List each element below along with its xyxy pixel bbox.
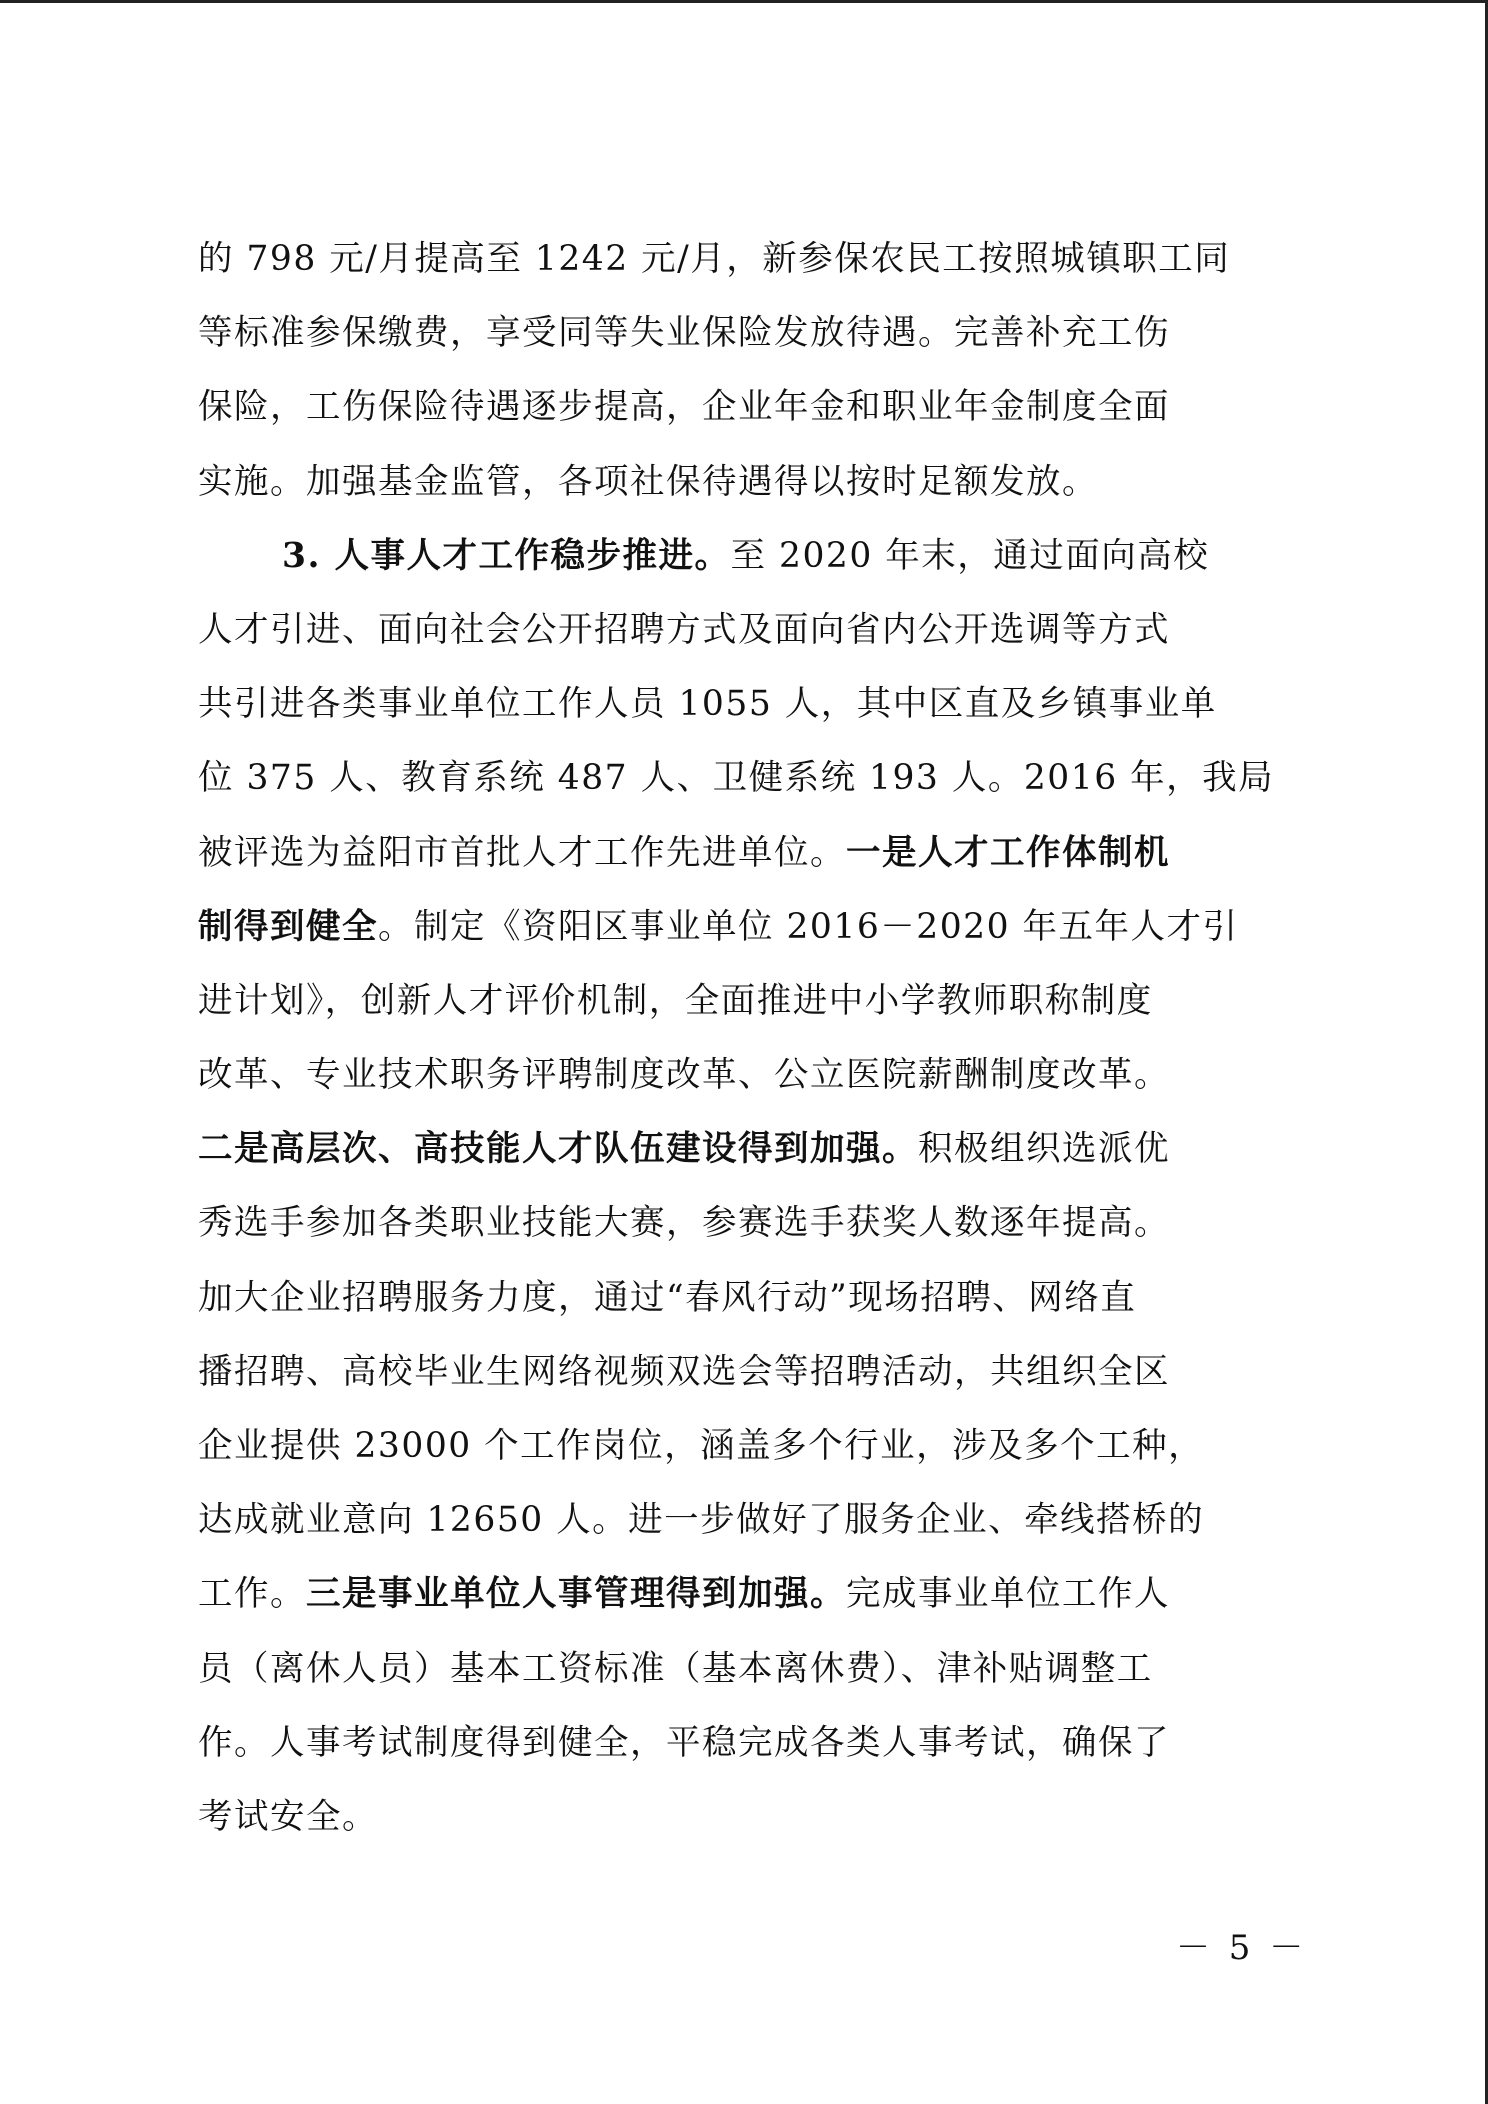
- text-segment: 被评选为益阳市首批人才工作先进单位。: [198, 832, 846, 873]
- text-line: [198, 741, 1290, 815]
- text-segment: 。制定《资阳区事业单位 2016－2020 年五年人才引: [378, 906, 1239, 947]
- text-line: [198, 296, 1290, 370]
- text-line: [198, 222, 1290, 296]
- text-line: [198, 445, 1290, 519]
- text-segment: 加大企业招聘服务力度，通过“春风行动”现场招聘、网络直: [198, 1277, 1137, 1318]
- text-line: [198, 370, 1290, 444]
- bold-text: 3. 人事人才工作稳步推进。: [282, 535, 731, 576]
- text-segment: 位 375 人、教育系统 487 人、卫健系统 193 人。2016 年，我局: [198, 758, 1275, 799]
- bold-text: 制得到健全: [198, 906, 378, 947]
- text-segment: 的 798 元/月提高至 1242 元/月，新参保农民工按照城镇职工同: [198, 239, 1231, 279]
- text-segment: 播招聘、高校毕业生网络视频双选会等招聘活动，共组织全区: [198, 1351, 1170, 1392]
- text-line: [198, 593, 1290, 667]
- text-line: [198, 890, 1290, 964]
- text-line: [198, 1261, 1290, 1335]
- bold-text: 三是事业单位人事管理得到加强。: [306, 1574, 846, 1615]
- page-border-top: [0, 0, 1488, 3]
- text-segment: 考试安全。: [198, 1796, 378, 1837]
- text-segment: 共引进各类事业单位工作人员 1055 人，其中区直及乡镇事业单: [198, 684, 1217, 725]
- text-line: [198, 519, 1290, 593]
- text-segment: 完成事业单位工作人: [846, 1574, 1170, 1615]
- text-segment: 达成就业意向 12650 人。进一步做好了服务企业、牵线搭桥的: [198, 1500, 1205, 1541]
- text-segment: 人才引进、面向社会公开招聘方式及面向省内公开选调等方式: [198, 609, 1170, 650]
- text-line: [198, 964, 1290, 1038]
- bold-text: 一是人才工作体制机: [846, 832, 1170, 873]
- bold-text: 二是高层次、高技能人才队伍建设得到加强。: [198, 1129, 918, 1170]
- text-segment: 等标准参保缴费，享受同等失业保险发放待遇。完善补充工伤: [198, 313, 1170, 354]
- text-segment: 进计划》，创新人才评价机制，全面推进中小学教师职称制度: [198, 980, 1153, 1021]
- text-line: [198, 1483, 1290, 1557]
- text-line: [198, 667, 1290, 741]
- text-segment: 改革、专业技术职务评聘制度改革、公立医院薪酬制度改革。: [198, 1055, 1170, 1096]
- text-line: [198, 1557, 1290, 1631]
- text-line: [198, 816, 1290, 890]
- text-segment: 工作。: [198, 1574, 306, 1615]
- text-segment: 秀选手参加各类职业技能大赛，参赛选手获奖人数逐年提高。: [198, 1203, 1170, 1244]
- text-line: [198, 1409, 1290, 1483]
- text-line: [198, 1186, 1290, 1260]
- text-segment: 至 2020 年末，通过面向高校: [730, 535, 1210, 576]
- text-line: [198, 1112, 1290, 1186]
- text-line: [198, 1038, 1290, 1112]
- text-line: [198, 1780, 1290, 1854]
- text-line: [198, 1706, 1290, 1780]
- text-line: [198, 1335, 1290, 1409]
- text-line: [198, 1632, 1290, 1706]
- page-number: － 5 －: [1176, 1928, 1308, 1968]
- text-segment: 员（离休人员）基本工资标准（基本离休费）、津补贴调整工: [198, 1648, 1153, 1689]
- text-segment: 作。人事考试制度得到健全，平稳完成各类人事考试，确保了: [198, 1722, 1170, 1763]
- text-segment: 积极组织选派优: [918, 1129, 1170, 1170]
- text-segment: 企业提供 23000 个工作岗位，涵盖多个行业，涉及多个工种，: [198, 1426, 1205, 1466]
- document-body: [198, 222, 1290, 1854]
- text-segment: 保险，工伤保险待遇逐步提高，企业年金和职业年金制度全面: [198, 387, 1170, 428]
- text-segment: 实施。加强基金监管，各项社保待遇得以按时足额发放。: [198, 461, 1098, 502]
